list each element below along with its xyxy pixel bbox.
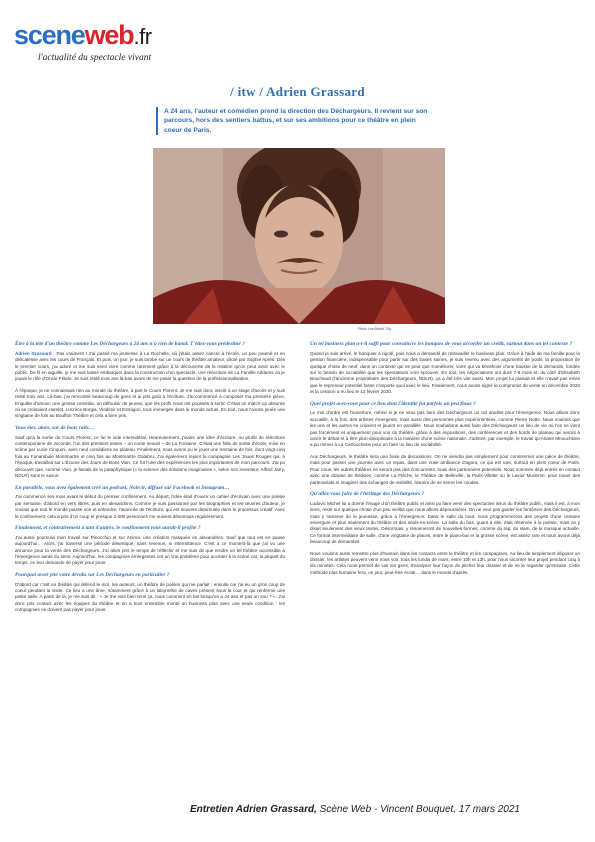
portrait-illustration (153, 148, 445, 324)
question: Vous êtes, alors, sur de bons rails… (15, 424, 95, 431)
site-logo[interactable] (14, 22, 152, 49)
question: Quel projet avez-vous pour ce lieu dont l'identité fut parfois un peu floue ? (310, 400, 476, 407)
answer-text: : Pas vraiment ! J'ai passé ma jeunesse à La Rochelle, où j'étais assez cancre à l'école, un peu paumé et en délicatesse avec les cours de Français. Et puis, un jour, je suis tombé sur un cours de théâtre amateur, piloté par Sophie Après. Dès le premier cours, j'ai adoré et me suis senti vivre comme rarement grâce à la découverte de la relation qu'on peut avoir avec le public. De fil en aiguille, je me suis laissé embarquer dans la construction d'un spectacle, une réécriture de La Famille Addams où je jouais le rôle d'Oncle Fétide. Je suis resté trois ans là-bas avant de me poser la question de la professionnalisation. (15, 350, 286, 382)
photo-credit: Photo Léa Bélaïd-Tilly (358, 327, 392, 331)
question: En parallèle, vous avez également créé un podcast, Noircir, diffusé sur Facebook et Instagram… (15, 484, 230, 491)
answer-paragraph: À l'époque, je ne connaissais rien au monde du théâtre, à part le Cours Florent. Je me suis donc inscrit à un stage d'accès et y suis resté trois ans. Là-bas, j'ai rencontré beaucoup de gens et ai pris goût à l'écriture. J'ai commencé à composer ma première pièce, Enquête d'amour, une grosse comédie, un défouloir de jeunes, que les profs nous ont poussés à sortir. C'était un match-up absurde où se croisaient Hamlet, Lucrèce Borgia, Vladimir et Estragon, tous immergés dans le monde actuel. En tout, nous l'avons jouée une vingtaine de fois au Bouffon Théâtre et cela a bien pris. (15, 387, 285, 419)
question: Pourquoi avoir jeté votre dévolu sur Les Déchargeurs en particulier ? (15, 571, 170, 578)
question: Un tel business plan a-t-il suffi pour convaincre les banques de vous accorder un crédit, surtout dans un tel contexte ? (310, 341, 573, 347)
article-footer (190, 804, 520, 815)
answer-paragraph: Nous voulons aussi remettre plus d'humain dans les contacts entre le théâtre et les compagnies. Au lieu de simplement déposer un dossier, les artistes peuvent venir nous voir, tous les lundis de mars, entre 10h et 13h, pour nous raconter leur projet pendant cinq à dix minutes. Cela nous permet de voir les gens, d'analyser leur façon de pitcher leur dossier et de ne le regarder qu'ensuite. Cette méthode plus humaine fera, un jour, peut-être école… dans le monde d'après. (310, 550, 580, 575)
answer-paragraph: J'ai commencé ses mois avant le début du premier confinement. Au départ, l'idée était d'ouvrir un cahier d'écrivain avec une poésie par semaine, d'abord en vers libres, puis en alexandrins. Comme je suis passionné par les biographies et les œuvres d'auteur, je voulais que tout le monde puisse voir et entendre, l'avancée de l'écriture, qui est souvent dissimulée dans le processus créatif. Avec le confinement, cela a pris d'un coup et presque 2.000 personnes me suivent désormais régulièrement. (15, 494, 285, 519)
answer-paragraph: Sauf qu'à la sortie du Cours Florent, ce fut le vide intersidéral. Heureusement, j'avais une idée d'écriture, ou plutôt de réécriture contemporaine de Joconde, l'un des premiers textes – un conte sexuel – de La Fontaine. C'était une folle de sortie d'école, mise en scène par Lucie Cinquini, avec neuf comédiens au plateau. Finalement, nous avons pu le jouer une trentaine de fois, dont vingt-cinq fois au Funambule Montmartre et cinq fois au Montmartre Galabru. J'ai également rejoint la compagnie Les Joues Rouges qui, à l'époque, travaillait sur L'Écume des Jours de Boris Vian. Ce fut l'une des expériences les plus importantes de mon parcours. J'ai pu découvrir que, comme Vian, je faisais de la pataphysique (« la science des solutions imaginaires », selon son inventeur, Alfred Jarry, NDLR) sans le savoir. (15, 434, 285, 479)
left-column (15, 341, 285, 619)
logo-part-fr: .fr (133, 24, 152, 49)
answer-paragraph: D'abord car c'est un théâtre qui défend le mot, les auteurs, un théâtre de poètes qui me parlait ; ensuite car j'ai eu un gros coup de coeur pendant la visite. Ce lieu a une âme, notamment grâce à un labyrinthe de caves présent sous la cour et qui renferme une petite salle. A partir de là, je me suis dit : « Je me vois bien tenir ça, mais comment en fait lorsqu'on a 24 ans et pas un sou ? ». J'ai donc pris contact avec les équipes du théâtre et on a tous ensemble monté un business plan avec une seule condition : les compagnies ne doivent pas payer pour jouer. (15, 581, 285, 613)
site-tagline: l'actualité du spectacle vivant (38, 53, 152, 63)
speaker-name: Adrien Grassard (15, 350, 52, 356)
right-column (310, 341, 580, 581)
answer-paragraph: J'ai aussi poursuivi mon travail sur Pinocchio et sur Anima, une création masquée en alexandrins. Sauf que tout est en pause aujourd'hui… Alors, j'ai traversé une période désertique, sans revenus, ni intermittence. C'est à ce moment-là que j'ai vu une annonce pour la vente des Déchargeurs. J'ai alors pris le temps de réfléchir et me suis dit que rendre un tel théâtre accessible à l'émergence aurait du sens. Aujourd'hui, les compagnies émergentes ont un vrai problème pour accéder à la scène car, la plupart du temps, on leur demande de payer pour jouer. (15, 534, 285, 566)
article-title: / itw / Adrien Grassard (230, 84, 365, 99)
question: Finalement, et contrairement à tant d'autres, le confinement vous aurait-il profité ? (15, 524, 201, 531)
answer-paragraph: Aux Déchargeurs, le théâtre sera une base de discussions. On ne viendra pas simplement pour consommer une pièce de théâtre, mais pour passer une journée avec un repas, dans une vraie ambiance d'agora, ce qui est rare, surtout en plein coeur de Paris. Pour nous, les autres théâtres ne seront pas des concurrents, mais des partenaires potentiels. Nous sommes déjà entrés en contact avec une dizaine de théâtres, comme La Flèche, le Théâtre de Belleville, la Paris-Villette ou le Lavoir Moderne, pour nouer des partenariats et imaginer des échanges de visibilité, histoire de se serrer les coudes. (310, 453, 580, 485)
question: Qu'allez-vous faire de l'héritage des Déchargeurs ? (310, 490, 425, 497)
answer-paragraph (15, 351, 285, 383)
footer-source: Scène Web - Vincent Bouquet, 17 mars 2021 (316, 804, 520, 815)
footer-bold: Entretien Adrien Grassard, (190, 804, 317, 815)
answer-paragraph: Ludovic Michel lui a donné l'image d'un théâtre public et ainsi pu faire venir des spectacles issus du théâtre public, mais il est, à mon sens, resté sur quelque chose d'un peu vieillot que nous allons dépoussiérer. On ne veut pas garder les fantômes des Déchargeurs, mais y ramener de la jeunesse, grâce à l'émergence. Dans le salle du haut, nous programmerons des projets d'une certaine envergure et plus seulement du théâtre et des seuls-en-scène. La salle du bas, quant à elle, était réservée à la poésie, mais on y disait seulement des vieux textes. Désormais, y résonneront de nouvelles formes, comme du rap, du slam, de la musique actuelle. Ce format intermédiaire de salle, d'une vingtaine de places, entre le piano-bar et la grosse scène, est assez rare et nous avons déjà beaucoup de demandes. (310, 500, 580, 545)
article-lead: A 24 ans, l'auteur et comédien prend la direction des Déchargeurs. Il revient sur son parcours, hors des sentiers battus, et sur ses ambitions pour ce théâtre en plein coeur de Paris. (156, 107, 432, 135)
answer-paragraph: Le mot d'ordre est l'ouverture, même si je ne veux pas faire des Déchargeurs un nid douillet pour l'émergence. Nous allons donc accueillir, à la fois, des artistes émergents, mais aussi des personnes plus expérimentées, comme Pierre Notte. Nous voulons que les uns et les autres se croisent et jouent en parallèle. Nous souhaitons aussi faire des Déchargeurs un lieu de vie où l'on ne vient pas forcément et uniquement pour voir du théâtre, grâce à des expositions, des conférences et des bords de plateau qui seront à ouvrir le débat et à être pluri-disciplinaire à la manière d'une scène nationale. J'admire, par exemple, le travail qu'Ariane Mnouchkine a pu mener à La Cartoucherie pour en faire un lieu de sociabilité. (310, 410, 580, 448)
question: Être à la tête d'un théâtre comme Les Déchargeurs à 24 ans n'a rien de banal. T'étiez-vous prédestiné ? (15, 341, 245, 347)
answer-paragraph: Quand je suis arrivé, le banquier a rigolé, puis nous a demandé de retravailler le business plan. Grâce à l'aide de ma famille pour la gestion financière, indispensable pour partir sur des bases saines, je suis revenu avec des arguments de poids, la proposition de quelque chose de neuf, dans un contexte qui ne peut que s'améliorer, voire qui va bénéficier d'une hausse de la demande, fondée sur le besoin de sociabilité que les spectateurs vont éprouver. En tout, les négociations ont duré 7-8 mois et, du côté d'Elisabeth Bouchaud (l'ancienne propriétaire des Déchargeurs, NDLR), ça a été très vite aussi. Mon projet lui plaisait et elle n'avait pas envie que le repreneur potentiel fasse n'importe quoi avec le lieu. Finalement, nous avons signé le compromis de vente en décembre 2020 et la cession a eu lieu le 12 février 2020. (310, 350, 580, 395)
logo-part-web: web (84, 20, 134, 50)
portrait-photo (153, 148, 445, 324)
logo-part-scene: scene (14, 20, 85, 50)
